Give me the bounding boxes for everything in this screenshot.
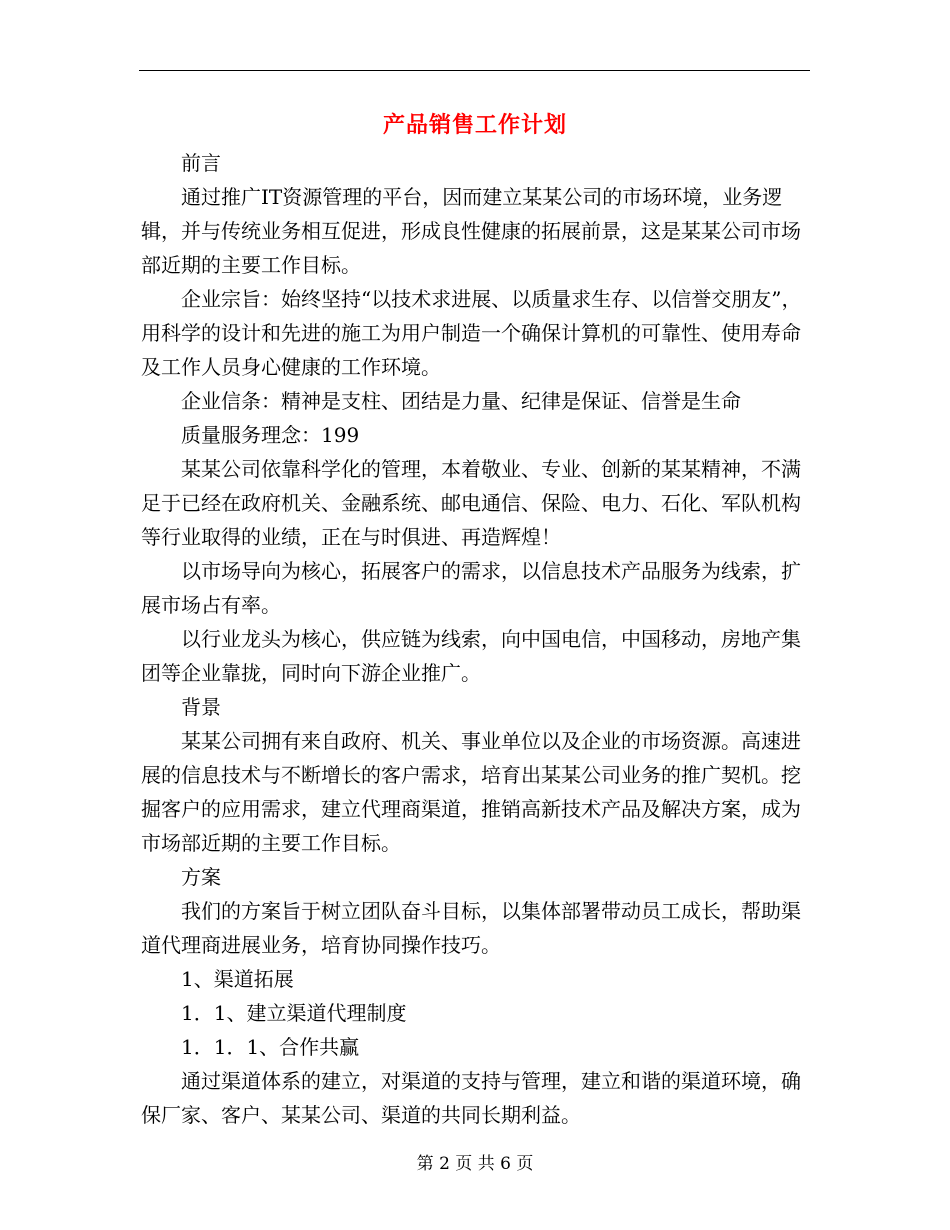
document-title: 产品销售工作计划: [382, 113, 567, 138]
section-heading: 1、渠道拓展: [181, 967, 294, 991]
heading-background: 背景: [181, 695, 221, 719]
paragraph: 企业宗旨：始终坚持“以技术求进展、以质量求生存、以信誉交朋友”，用科学的设计和先进的施工为用户制造一个确保计算机的可靠性、使用寿命及工作人员身心健康的工作环境。: [141, 287, 802, 379]
subsection-heading: 1．1、建立渠道代理制度: [181, 1001, 407, 1025]
paragraph: 质量服务理念：199: [181, 423, 360, 447]
page-indicator: 第 2 页 共 6 页: [416, 1154, 534, 1174]
heading-preface: 前言: [181, 151, 221, 175]
paragraph: 我们的方案旨于树立团队奋斗目标，以集体部署带动员工成长，帮助渠道代理商进展业务，培育协同操作技巧。: [141, 899, 801, 957]
paragraph: 某某公司依靠科学化的管理，本着敬业、专业、创新的某某精神，不满足于已经在政府机关、金融系统、邮电通信、保险、电力、石化、军队机构等行业取得的业绩，正在与时俱进、再造辉煌！: [141, 457, 801, 549]
header-rule: [139, 70, 810, 71]
paragraph: 某某公司拥有来自政府、机关、事业单位以及企业的市场资源。高速进展的信息技术与不断增长的客户需求，培育出某某公司业务的推广契机。挖掘客户的应用需求，建立代理商渠道，推销高新技术产品及解决方案，成为市场部近期的主要工作目标。: [141, 729, 801, 855]
document-body: [141, 146, 809, 1132]
paragraph: 以行业龙头为核心，供应链为线索，向中国电信，中国移动，房地产集团等企业靠拢，同时向下游企业推广。: [141, 627, 801, 685]
subsubsection-heading: 1．1．1、合作共赢: [181, 1035, 360, 1059]
paragraph: 通过推广IT资源管理的平台，因而建立某某公司的市场环境，业务逻辑，并与传统业务相互促进，形成良性健康的拓展前景，这是某某公司市场部近期的主要工作目标。: [141, 185, 801, 277]
paragraph: 企业信条：精神是支柱、团结是力量、纪律是保证、信誉是生命: [181, 389, 741, 413]
paragraph: 以市场导向为核心，拓展客户的需求，以信息技术产品服务为线索，扩展市场占有率。: [141, 559, 801, 617]
heading-plan: 方案: [181, 865, 221, 889]
paragraph: 通过渠道体系的建立，对渠道的支持与管理，建立和谐的渠道环境，确保厂家、客户、某某公司、渠道的共同长期利益。: [141, 1069, 801, 1127]
